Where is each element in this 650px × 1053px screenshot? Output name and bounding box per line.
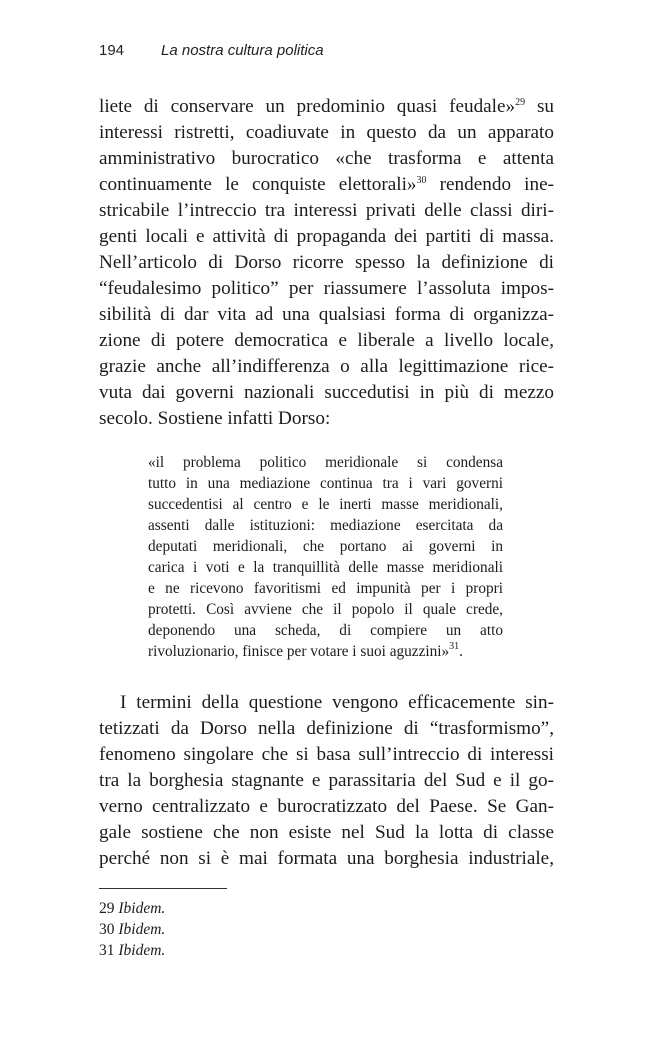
text-line: amministrativo burocratico «che trasforma e attenta	[99, 148, 554, 169]
text-line: verno centralizzato e burocratizzato del Paese. Se Gan-	[99, 796, 554, 817]
footnote-number: 30	[99, 921, 115, 938]
footnote-31	[99, 940, 165, 961]
footnote-ref-31[interactable]: 31	[449, 641, 460, 652]
text-line: secolo. Sostiene infatti Dorso:	[99, 408, 331, 429]
body-paragraph-1	[99, 94, 554, 432]
text-line: genti locali e attività di propaganda dei partiti di massa.	[99, 226, 554, 247]
quote-line	[148, 641, 503, 662]
quote-line: deputati meridionali, che portano ai governi in	[148, 538, 503, 555]
text-segment: .	[459, 643, 463, 660]
text-segment: su	[525, 96, 554, 117]
text-segment: continuamente le conquiste elettorali»	[99, 174, 417, 195]
footnote-30	[99, 919, 165, 940]
text-line: zione di potere democratica e liberale a livello locale,	[99, 330, 554, 351]
body-paragraph-2	[99, 690, 554, 872]
running-header	[99, 42, 324, 59]
page-number: 194	[99, 42, 125, 59]
block-quote	[148, 452, 503, 662]
footnotes	[99, 898, 165, 961]
text-line: vuta dai governi nazionali succedutisi in più di mezzo	[99, 382, 554, 403]
text-line: fenomeno singolare che si basa sull’intreccio di interessi	[99, 744, 554, 765]
text-line: tetizzati da Dorso nella definizione di “trasformismo”,	[99, 718, 554, 739]
text-line: perché non si è mai formata una borghesia industriale,	[99, 848, 554, 869]
footnote-number: 29	[99, 900, 115, 917]
text-segment: rendendo ine-	[426, 174, 554, 195]
text-segment: rivoluzionario, finisce per votare i suoi aguzzini»	[148, 643, 450, 660]
text-line: gale sostiene che non esiste nel Sud la lotta di classe	[99, 822, 554, 843]
footnote-text: Ibidem.	[118, 921, 166, 938]
quote-line: «il problema politico meridionale si condensa	[148, 454, 503, 471]
text-line	[99, 94, 554, 120]
running-title: La nostra cultura politica	[161, 42, 324, 59]
text-line: grazie anche all’indifferenza o alla legittimazione rice-	[99, 356, 554, 377]
text-line: interessi ristretti, coadiuvate in questo da un apparato	[99, 122, 554, 143]
text-line: “feudalesimo politico” per riassumere l’assoluta impos-	[99, 278, 554, 299]
quote-line: deponendo una scheda, di compiere un atto	[148, 622, 503, 639]
text-line: tra la borghesia stagnante e parassitaria del Sud e il go-	[99, 770, 554, 791]
quote-line: carica i voti e la tranquillità delle masse meridionali	[148, 559, 503, 576]
footnote-29	[99, 898, 165, 919]
text-line: sibilità di dar vita ad una qualsiasi forma di organizza-	[99, 304, 554, 325]
footnote-number: 31	[99, 942, 115, 959]
text-segment: liete di conservare un predominio quasi feudale»	[99, 96, 516, 117]
footnote-ref-29[interactable]: 29	[515, 97, 526, 108]
quote-line: e ne ricevono favoritismi ed impunità per i propri	[148, 580, 503, 597]
quote-line: protetti. Così avviene che il popolo il quale crede,	[148, 601, 503, 618]
text-line: stricabile l’intreccio tra interessi privati delle classi diri-	[99, 200, 554, 221]
text-line	[99, 172, 554, 198]
footnote-text: Ibidem.	[118, 900, 166, 917]
text-line: I termini della questione vengono efficacemente sin-	[120, 692, 554, 713]
quote-line: succedentisi al centro e le inerti masse meridionali,	[148, 496, 503, 513]
text-line: Nell’articolo di Dorso ricorre spesso la definizione di	[99, 252, 554, 273]
footnote-text: Ibidem.	[118, 942, 166, 959]
footnote-ref-30[interactable]: 30	[416, 175, 427, 186]
quote-line: assenti dalle istituzioni: mediazione esercitata da	[148, 517, 503, 534]
footnote-divider	[99, 888, 227, 889]
quote-line: tutto in una mediazione continua tra i vari governi	[148, 475, 503, 492]
